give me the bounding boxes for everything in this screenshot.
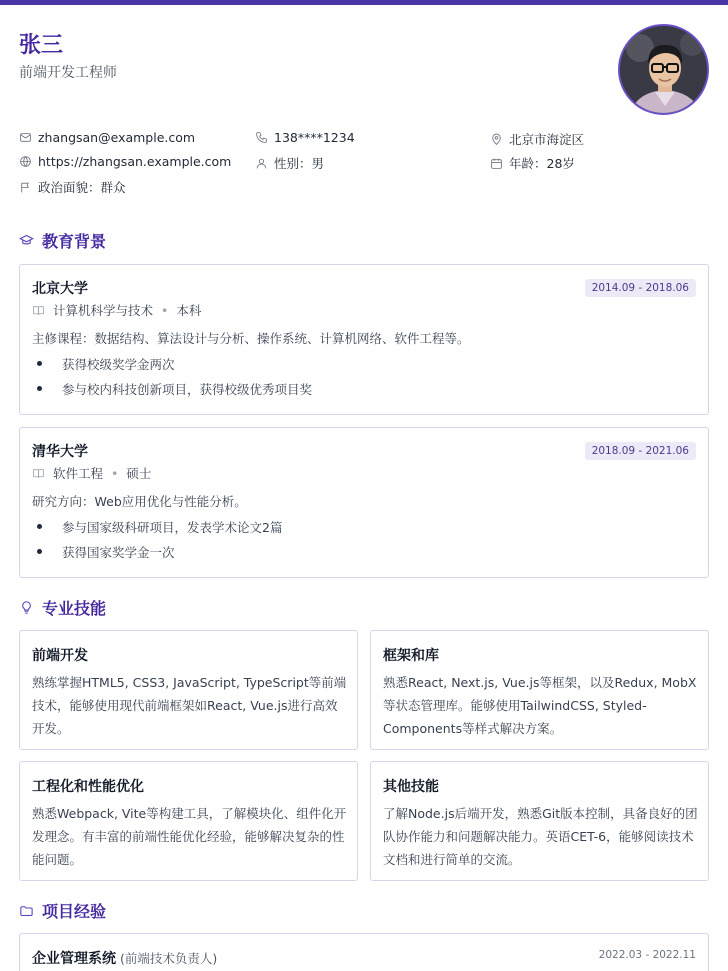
contact-phone-text: 138****1234 [274,130,355,145]
contact-email[interactable] [19,130,195,145]
date-badge: 2018.09 - 2021.06 [585,442,696,460]
avatar-photo [620,26,709,115]
skill-description: 熟悉Webpack, Vite等构建工具，了解模块化、组件化开发理念。有丰富的前端性能优化经验，能够解决复杂的性能问题。 [32,806,347,867]
projects-heading: 项目经验 [42,902,107,921]
project-card-1 [19,933,709,971]
projects-section-title [19,899,106,922]
skills-heading: 专业技能 [42,599,107,618]
contact-age-text: 年龄：28岁 [509,156,575,171]
list-item [32,380,312,405]
book-icon [32,304,45,317]
education-section-title [19,229,106,252]
education-card-2 [19,427,709,578]
school-name: 清华大学 [32,444,88,460]
phone-icon [255,131,268,144]
skill-description: 熟练掌握HTML5, CSS3, JavaScript, TypeScript等前端技术，能够使用现代前端框架如React, Vue.js进行高效开发。 [32,675,347,736]
skills-section-title [19,596,106,619]
folder-icon [19,903,34,918]
date-badge: 2014.09 - 2018.06 [585,279,696,297]
contact-email-text: zhangsan@example.com [38,130,196,145]
skill-title: 工程化和性能优化 [32,779,144,795]
globe-icon [19,155,32,168]
major: 计算机科学与技术 [53,303,154,318]
degree: 本科 [176,303,202,318]
list-item [32,518,282,543]
skill-card-3 [19,761,358,881]
list-item [32,543,282,568]
separator-dot: • [111,465,119,481]
contact-gender [255,154,324,172]
book-icon [32,467,45,480]
contact-location [490,130,584,148]
contact-website-text: https://zhangsan.example.com [38,154,232,169]
user-icon [255,157,268,170]
graduation-cap-icon [19,233,34,248]
project-title-line [32,948,217,968]
contact-gender-text: 性别：男 [274,156,325,171]
calendar-icon [490,157,503,170]
major-line [32,301,201,319]
education-bullets [32,518,282,568]
education-heading: 教育背景 [42,232,107,251]
education-bullets [32,355,312,405]
school-name: 北京大学 [32,281,88,297]
contact-website[interactable] [19,154,231,169]
education-description: 研究方向：Web应用优化与性能分析。 [32,494,247,509]
contact-location-text: 北京市海淀区 [509,132,585,147]
separator-dot: • [161,302,169,318]
skill-card-4 [370,761,709,881]
project-date: 2022.03 - 2022.11 [598,949,696,961]
skill-title: 框架和库 [383,648,439,664]
list-item-text: 获得国家奖学金一次 [62,545,175,560]
project-name: 企业管理系统 [32,951,116,967]
contact-political-text: 政治面貌：群众 [38,180,126,195]
map-pin-icon [490,133,503,146]
list-item-text: 参与国家级科研项目，发表学术论文2篇 [62,520,283,535]
mail-icon [19,131,32,144]
education-description: 主修课程：数据结构、算法设计与分析、操作系统、计算机网络、软件工程等。 [32,331,470,346]
candidate-name: 张三 [19,33,64,58]
project-role: (前端技术负责人) [120,951,218,966]
contact-age [490,154,575,172]
education-card-1 [19,264,709,415]
skill-title: 其他技能 [383,779,439,795]
major-line [32,464,151,482]
list-item-text: 获得校级奖学金两次 [62,357,175,372]
skill-description: 了解Node.js后端开发，熟悉Git版本控制，具备良好的团队协作能力和问题解决能力。英语CET-6，能够阅读技术文档和进行简单的交流。 [383,806,698,867]
list-item-text: 参与校内科技创新项目，获得校级优秀项目奖 [62,382,313,397]
contact-political [19,178,126,196]
top-accent-bar [0,0,728,5]
skill-card-1 [19,630,358,750]
lightbulb-icon [19,600,34,615]
flag-icon [19,181,32,194]
skill-card-2 [370,630,709,750]
major: 软件工程 [53,466,104,481]
skill-title: 前端开发 [32,648,88,664]
skill-description: 熟悉React, Next.js, Vue.js等框架，以及Redux, MobX等状态管理库。能够使用TailwindCSS, Styled-Components等样式解决方案。 [383,675,697,736]
degree: 硕士 [126,466,152,481]
contact-phone[interactable] [255,130,355,145]
list-item [32,355,312,380]
avatar [618,24,709,115]
candidate-title: 前端开发工程师 [19,65,117,81]
